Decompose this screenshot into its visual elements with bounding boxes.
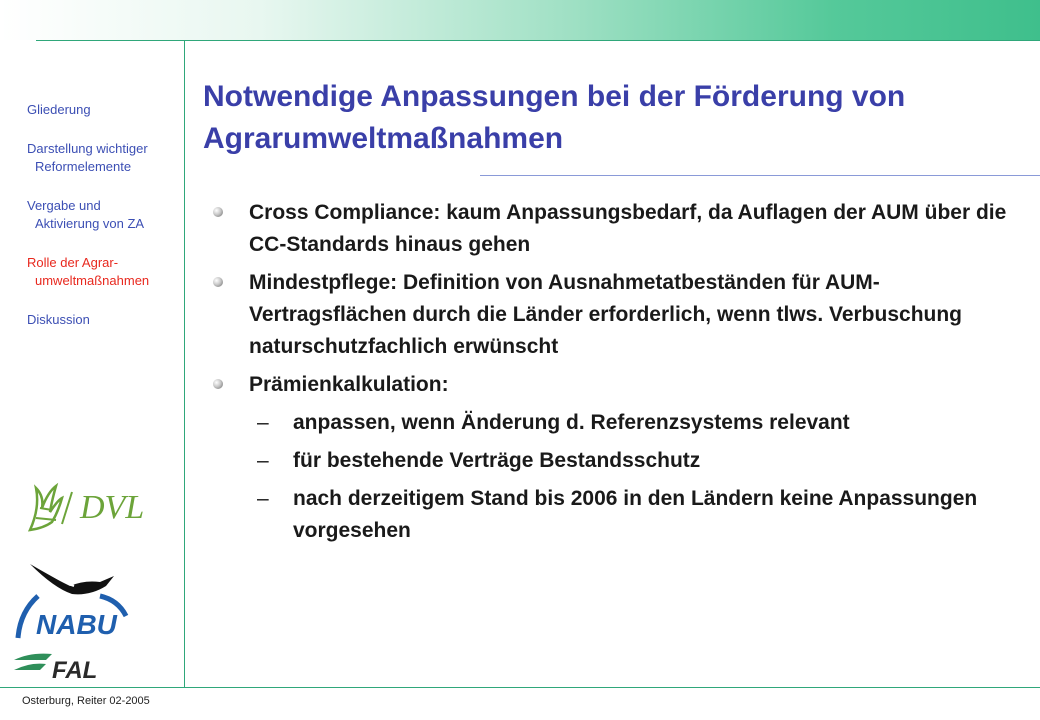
sidebar-item-reformelemente[interactable] [27,140,182,176]
footer-divider [0,687,1040,688]
header-divider [36,40,1040,41]
sidebar-item-vergabe[interactable] [27,197,182,233]
sidebar-item-label-line2: Reformelemente [35,159,132,174]
bullet-text: Mindestpflege: Definition von Ausnahmetatbeständen für AUM-Vertragsflächen durch die Länder erforderlich, wenn tlws. Verbuschung naturschutzfachlich erwünscht [249,271,963,358]
sidebar-item-diskussion[interactable] [27,311,182,329]
bullet-dot-icon [213,207,223,217]
nabu-logo-text: NABU [36,609,117,640]
subbullet-bestandsschutz [211,445,1031,477]
sidebar-item-label: Rolle der Agrar- [27,255,119,270]
dash-marker: – [257,449,269,472]
bullet-praemienkalkulation [211,369,1031,401]
sidebar-divider [184,40,185,688]
fal-logo [12,648,112,682]
fal-logo-icon [12,648,112,682]
sidebar-item-label: Gliederung [27,102,91,117]
sidebar-item-label-line2: Aktivierung von ZA [35,216,145,231]
dash-marker: – [257,487,269,510]
title-underline [480,175,1040,176]
slide-content [211,197,1031,553]
subbullet-text: nach derzeitigem Stand bis 2006 in den Ländern keine Anpassungen vorgesehen [293,487,978,542]
bullet-dot-icon [213,379,223,389]
subbullet-stand-2006 [211,483,1031,547]
sidebar-item-label: Vergabe und [27,198,101,213]
bullet-mindestpflege [211,267,1031,363]
header-gradient-band [0,0,1040,40]
dash-marker: – [257,411,269,434]
bullet-dot-icon [213,277,223,287]
bullet-text: Cross Compliance: kaum Anpassungsbedarf, da Auflagen der AUM über die CC-Standards hinaus gehen [249,201,1007,256]
sidebar-item-agrarumwelt-active[interactable] [27,254,182,290]
sidebar-nav [27,101,182,350]
sidebar-item-label-line2: umweltmaßnahmen [35,273,150,288]
nabu-stork-icon [14,556,138,640]
subbullet-text: anpassen, wenn Änderung d. Referenzsystems relevant [293,411,850,434]
bullet-text: Prämienkalkulation: [249,373,449,396]
bullet-cross-compliance [211,197,1031,261]
sidebar-item-label: Diskussion [27,312,90,327]
fal-logo-text: FAL [52,657,98,682]
subbullet-anpassen [211,407,1031,439]
nabu-logo [14,556,138,640]
sidebar-item-label: Darstellung wichtiger [27,141,148,156]
subbullet-text: für bestehende Verträge Bestandsschutz [293,449,701,472]
dvl-logo [22,478,162,538]
slide-title: Notwendige Anpassungen bei der Förderung von Agrarumweltmaßnahmen [203,80,906,155]
sidebar-item-gliederung[interactable] [27,101,182,119]
dvl-logo-icon [22,478,162,538]
dvl-logo-text: DVL [80,489,145,526]
footer-text: Osterburg, Reiter 02-2005 [22,695,150,707]
